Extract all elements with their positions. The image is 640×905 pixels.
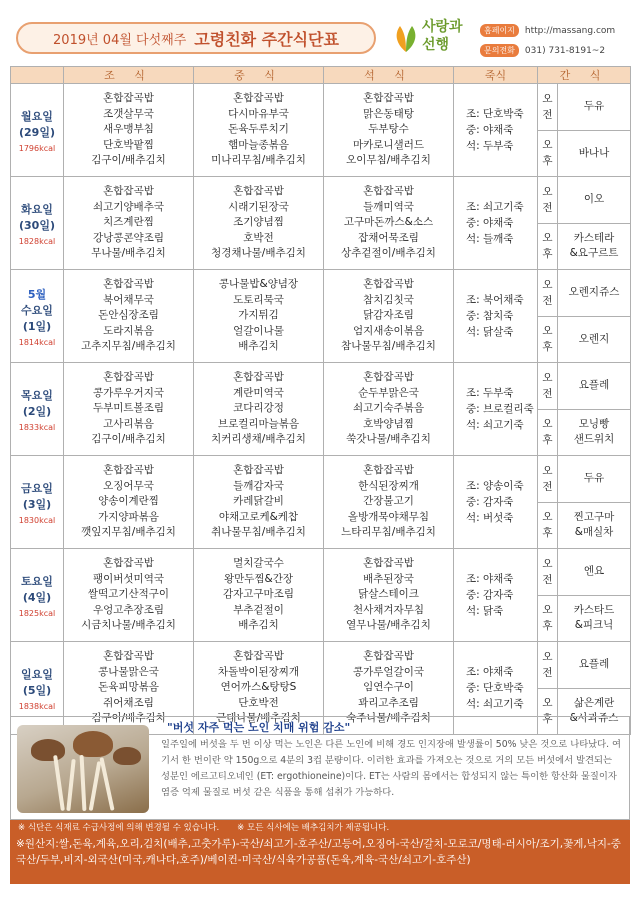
snack-am: 두유	[558, 456, 631, 503]
pm-text: 오후	[542, 232, 553, 261]
porridge-item: 석: 닭살죽	[466, 326, 514, 338]
day-date: (3일)	[22, 497, 52, 511]
snack-am: 엔요	[558, 549, 631, 596]
health-notice	[10, 716, 630, 820]
breakfast-item: 김구이/배추김치	[91, 433, 166, 446]
lunch-item: 차돌박이된장찌개	[217, 665, 300, 678]
footnote-kimchi: ※ 모든 식사에는 배추김치가 제공됩니다.	[237, 823, 390, 833]
breakfast-item: 시금치나물/배추김치	[81, 619, 176, 632]
am-label	[538, 270, 558, 317]
pm-text: 오후	[542, 604, 553, 633]
snack-am: 이오	[558, 177, 631, 224]
dinner-item: 참치김칫국	[363, 293, 414, 306]
lunch-item: 들깨감자국	[233, 479, 284, 492]
dinner-cell	[324, 270, 454, 363]
day-cell	[11, 270, 64, 363]
lunch-item: 브로컬리마늘볶음	[217, 417, 300, 430]
day-date: (29일)	[19, 125, 55, 139]
porridge-item: 석: 닭죽	[466, 605, 504, 617]
breakfast-cell	[64, 549, 194, 642]
dinner-item: 혼합잡곡밥	[363, 557, 414, 570]
breakfast-item: 김구이/배추김치	[91, 154, 166, 167]
lunch-item: 혼합잡곡밥	[233, 185, 284, 198]
porridge-item: 조: 북어채죽	[466, 294, 524, 306]
lunch-item: 호박전	[243, 231, 274, 244]
snack-am: 요플레	[558, 363, 631, 410]
notice-body: 일주일에 버섯을 두 번 이상 먹는 노인은 다른 노인에 비해 경도 인지장애 발생률이 50% 낮은 것으로 나타났다. 여기서 한 번이란 약 150g으로 4분의 3컵 분량이다. 이러한 효과를 가져오는 것으로 거의 모든 버섯에서 발견되는 성분인 에르고티오네인 (ET: ergothioneine)이다. ET는 사람의 몸에서는 합성되지 않는 특이한 항산화 물질이자 염증 억제 물질로 버섯 같은 식품을 통해 섭취가 가능하다.	[161, 739, 622, 798]
dinner-item: 혼합잡곡밥	[363, 278, 414, 291]
dinner-cell	[324, 456, 454, 549]
breakfast-item: 조갯살무국	[103, 107, 154, 120]
dinner-item: 순두부맑은국	[358, 386, 419, 399]
lunch-cell	[194, 363, 324, 456]
porridge-item: 중: 참치죽	[466, 310, 514, 322]
dinner-item: 쇠고기숙주볶음	[352, 402, 424, 415]
pm-text: 오후	[542, 325, 553, 354]
pm-text: 오후	[542, 511, 553, 540]
snack-pm: 삶은계란 &사과쥬스	[558, 688, 631, 735]
snack-pm: 카스타드 &피크닉	[558, 595, 631, 642]
pm-label	[538, 409, 558, 456]
breakfast-item: 단호박팥찜	[103, 138, 154, 151]
lunch-item: 치커리생채/배추김치	[211, 433, 306, 446]
day-row	[11, 177, 631, 224]
breakfast-item: 김구이/배추김치	[91, 712, 166, 725]
day-cell	[11, 177, 64, 270]
day-name: 일요일	[21, 667, 53, 681]
dinner-item: 상추겉절이/배추김치	[341, 247, 436, 260]
dinner-item: 닭감자조림	[363, 309, 414, 322]
day-kcal: 1833kcal	[18, 422, 56, 432]
dinner-item: 들깨미역국	[363, 200, 414, 213]
origin-info: ※원산지:쌀,돈육,계육,오리,김치(배추,고춧가루)-국산/쇠고기-호주산/고등어,오징어-국산/갈치-모로코/명태-러시아/조기,꽃게,낙지-중국산/두부,비지-외국산(미국,캐나다,호주)/베이컨-미국산/식육가공품(돈육,계육-국산/쇠고기-호주산)	[10, 834, 630, 884]
breakfast-item: 혼합잡곡밥	[103, 185, 154, 198]
breakfast-item: 도라지볶음	[103, 324, 154, 337]
day-kcal: 1825kcal	[18, 608, 56, 618]
dinner-item: 호박양념찜	[363, 417, 414, 430]
porridge-item: 중: 브로컬리죽	[466, 403, 534, 415]
am-label	[538, 177, 558, 224]
logo-text-line2: 선행	[422, 37, 450, 53]
header	[10, 8, 630, 64]
lunch-item: 가지튀김	[238, 309, 279, 322]
snack-am: 오렌지쥬스	[558, 270, 631, 317]
table-header-row	[11, 67, 631, 84]
breakfast-item: 혼합잡곡밥	[103, 92, 154, 105]
dinner-item: 혼합잡곡밥	[363, 185, 414, 198]
breakfast-item: 무나물/배추김치	[91, 247, 166, 260]
porridge-cell	[454, 456, 538, 549]
breakfast-item: 혼합잡곡밥	[103, 464, 154, 477]
porridge-item: 석: 쇠고기죽	[466, 419, 524, 431]
dinner-item: 혼합잡곡밥	[363, 650, 414, 663]
day-name: 금요일	[21, 481, 53, 495]
porridge-item: 조: 양송이죽	[466, 480, 524, 492]
breakfast-item: 콩나물맑은국	[98, 665, 159, 678]
day-cell	[11, 549, 64, 642]
porridge-item: 중: 단호박죽	[466, 682, 524, 694]
porridge-item: 조: 야채죽	[466, 573, 514, 585]
header-dinner: 석 식	[324, 67, 454, 84]
breakfast-item: 돈육피망볶음	[98, 681, 159, 694]
porridge-item: 중: 감자죽	[466, 496, 514, 508]
day-cell	[11, 84, 64, 177]
pm-label	[538, 130, 558, 177]
lunch-item: 얼갈이나물	[233, 324, 284, 337]
day-kcal: 1814kcal	[18, 337, 56, 347]
am-label	[538, 363, 558, 410]
dinner-cell	[324, 177, 454, 270]
breakfast-item: 오징어무국	[103, 479, 154, 492]
porridge-item: 조: 단호박죽	[466, 108, 524, 120]
porridge-item: 석: 버섯죽	[466, 512, 514, 524]
breakfast-item: 혼합잡곡밥	[103, 278, 154, 291]
day-kcal: 1830kcal	[18, 515, 56, 525]
snack-pm: 오렌지	[558, 316, 631, 363]
pm-text: 오후	[542, 697, 553, 726]
day-date: (1일)	[22, 319, 52, 333]
breakfast-cell	[64, 84, 194, 177]
breakfast-item: 콩가루우거지국	[92, 386, 164, 399]
breakfast-item: 새우맹부침	[103, 123, 154, 136]
lunch-item: 혼합잡곡밥	[233, 371, 284, 384]
homepage-tag: 홈페이지	[480, 24, 519, 37]
am-text: 오전	[542, 92, 553, 121]
header-porridge: 죽식	[454, 67, 538, 84]
day-date: (30일)	[19, 218, 55, 232]
porridge-cell	[454, 177, 538, 270]
logo	[388, 16, 474, 62]
dinner-cell	[324, 549, 454, 642]
logo-text-line1: 사랑과	[422, 19, 463, 35]
porridge-item: 중: 감자죽	[466, 589, 514, 601]
homepage-link[interactable]: http://massang.com	[524, 25, 616, 36]
day-row	[11, 84, 631, 131]
pm-label	[538, 595, 558, 642]
weekly-menu-table	[10, 66, 631, 735]
lunch-item: 혼합잡곡밥	[233, 92, 284, 105]
lunch-item: 연어까스&탕탕S	[220, 681, 297, 694]
am-label	[538, 84, 558, 131]
dinner-item: 간장불고기	[363, 495, 414, 508]
mushroom-photo	[17, 725, 149, 813]
day-kcal: 1838kcal	[18, 701, 56, 711]
day-name: 월요일	[21, 109, 53, 123]
pm-label	[538, 223, 558, 270]
lunch-cell	[194, 177, 324, 270]
day-cell	[11, 363, 64, 456]
lunch-item: 콩나물밥&양념장	[218, 278, 299, 291]
day-row	[11, 363, 631, 410]
lunch-item: 시래기된장국	[228, 200, 289, 213]
dinner-item: 오이무침/배추김치	[346, 154, 431, 167]
header-blank	[11, 67, 64, 84]
breakfast-item: 혼합잡곡밥	[103, 650, 154, 663]
phone-number: 031) 731-8191~2	[524, 45, 606, 56]
lunch-cell	[194, 456, 324, 549]
am-label	[538, 642, 558, 689]
dinner-item: 배추된장국	[363, 572, 414, 585]
lunch-item: 코다리강정	[233, 402, 284, 415]
week-date: 2019년 04월 다섯째주	[53, 32, 187, 48]
porridge-cell	[454, 270, 538, 363]
page-title: 고령친화 주간식단표	[194, 29, 339, 49]
day-row	[11, 456, 631, 503]
dinner-item: 잡채어묵조림	[358, 231, 419, 244]
breakfast-item: 두부미트볼조림	[92, 402, 164, 415]
dinner-item: 맑은동태탕	[363, 107, 414, 120]
day-name: 토요일	[21, 574, 53, 588]
day-date: (4일)	[22, 590, 52, 604]
lunch-item: 햄마늘종볶음	[228, 138, 289, 151]
dinner-item: 참나물무침/배추김치	[341, 340, 436, 353]
footnote-bar	[10, 820, 630, 834]
footnote-change: ※ 식단은 식재료 수급사정에 의해 변경될 수 있습니다.	[18, 823, 220, 833]
lunch-item: 미나리무침/배추김치	[211, 154, 306, 167]
day-cell	[11, 456, 64, 549]
snack-pm: 모닝빵 샌드위치	[558, 409, 631, 456]
dinner-item: 올방개묵야채무침	[347, 510, 430, 523]
am-text: 오전	[542, 464, 553, 493]
dinner-item: 고구마돈까스&소스	[343, 216, 434, 229]
dinner-item: 임연수구이	[363, 681, 414, 694]
header-snack: 간 식	[538, 67, 631, 84]
lunch-item: 감자고구마조림	[222, 588, 294, 601]
porridge-cell	[454, 549, 538, 642]
am-text: 오전	[542, 371, 553, 400]
day-row	[11, 642, 631, 689]
dinner-cell	[324, 84, 454, 177]
snack-pm: 바나나	[558, 130, 631, 177]
lunch-item: 혼합잡곡밥	[233, 650, 284, 663]
notice-title: "버섯 자주 먹는 노인 치매 위험 감소"	[167, 721, 351, 734]
breakfast-item: 강낭콩콘약조림	[92, 231, 164, 244]
breakfast-item: 북어채무국	[103, 293, 154, 306]
porridge-item: 조: 야채죽	[466, 666, 514, 678]
dinner-item: 꽈리고추조림	[358, 696, 419, 709]
dinner-item: 혼합잡곡밥	[363, 92, 414, 105]
lunch-item: 도토리묵국	[233, 293, 284, 306]
dinner-item: 숙주나물/배추김치	[346, 712, 431, 725]
pm-label	[538, 316, 558, 363]
lunch-item: 배추김치	[238, 619, 279, 632]
lunch-item: 조기양념찜	[233, 216, 284, 229]
dinner-item: 닭살스테이크	[358, 588, 419, 601]
lunch-item: 왕만두찜&간장	[223, 572, 294, 585]
day-date: (5일)	[22, 683, 52, 697]
day-name: 화요일	[21, 202, 53, 216]
day-kcal: 1828kcal	[18, 236, 56, 246]
breakfast-item: 우엉고추장조림	[92, 603, 164, 616]
breakfast-item: 팽이버섯미역국	[92, 572, 164, 585]
lunch-item: 단호박전	[238, 696, 279, 709]
breakfast-item: 치즈계란찜	[103, 216, 154, 229]
am-text: 오전	[542, 650, 553, 679]
lunch-cell	[194, 84, 324, 177]
contact-info	[480, 22, 630, 62]
breakfast-cell	[64, 363, 194, 456]
breakfast-item: 고추지무침/배추김치	[81, 340, 176, 353]
porridge-item: 석: 쇠고기죽	[466, 698, 524, 710]
month-label: 5월	[27, 287, 47, 301]
lunch-item: 혼합잡곡밥	[233, 464, 284, 477]
day-name: 목요일	[21, 388, 53, 402]
day-name: 수요일	[21, 303, 53, 317]
breakfast-item: 가지양파볶음	[98, 510, 159, 523]
pm-label	[538, 502, 558, 549]
am-text: 오전	[542, 278, 553, 307]
pm-text: 오후	[542, 418, 553, 447]
lunch-item: 청경채나물/배추김치	[211, 247, 306, 260]
pm-text: 오후	[542, 139, 553, 168]
breakfast-item: 혼합잡곡밥	[103, 557, 154, 570]
breakfast-item: 양송이계란찜	[98, 495, 159, 508]
snack-am: 요플레	[558, 642, 631, 689]
day-kcal: 1796kcal	[18, 143, 56, 153]
snack-pm: 카스테라 &요구르트	[558, 223, 631, 270]
porridge-item: 석: 들깨죽	[466, 233, 514, 245]
leaf-icon	[392, 22, 420, 54]
breakfast-item: 고사리볶음	[103, 417, 154, 430]
header-lunch: 중 식	[194, 67, 324, 84]
lunch-cell	[194, 549, 324, 642]
porridge-item: 석: 두부죽	[466, 140, 514, 152]
dinner-item: 혼합잡곡밥	[363, 464, 414, 477]
dinner-item: 한식된장찌개	[358, 479, 419, 492]
lunch-item: 부추겉절이	[233, 603, 284, 616]
am-label	[538, 549, 558, 596]
lunch-item: 다시마유부국	[228, 107, 289, 120]
am-text: 오전	[542, 557, 553, 586]
day-date: (2일)	[22, 404, 52, 418]
dinner-item: 콩가루얼갈이국	[352, 665, 424, 678]
breakfast-item: 돈안심장조림	[98, 309, 159, 322]
breakfast-item: 깻잎지무침/배추김치	[81, 526, 176, 539]
breakfast-item: 쇠고기양배추국	[92, 200, 164, 213]
lunch-item: 계란미역국	[233, 386, 284, 399]
dinner-item: 마카로니샐러드	[352, 138, 424, 151]
porridge-cell	[454, 363, 538, 456]
lunch-item: 카레닭갈비	[233, 495, 284, 508]
breakfast-cell	[64, 456, 194, 549]
lunch-item: 멸치갈국수	[233, 557, 284, 570]
phone-tag: 문의전화	[480, 44, 519, 57]
lunch-item: 취나물무침/배추김치	[211, 526, 306, 539]
header-breakfast: 조 식	[64, 67, 194, 84]
dinner-cell	[324, 363, 454, 456]
snack-pm: 찐고구마 &매실차	[558, 502, 631, 549]
porridge-item: 조: 쇠고기죽	[466, 201, 524, 213]
day-row	[11, 270, 631, 317]
lunch-item: 야채고로케&케찹	[218, 510, 299, 523]
breakfast-item: 쥐어채조림	[103, 696, 154, 709]
breakfast-cell	[64, 270, 194, 363]
am-text: 오전	[542, 185, 553, 214]
breakfast-item: 혼합잡곡밥	[103, 371, 154, 384]
dinner-item: 두부탕수	[368, 123, 409, 136]
lunch-item: 돈육두루치기	[228, 123, 289, 136]
dinner-item: 천사채겨자무침	[352, 603, 424, 616]
breakfast-item: 쌀떡고기산적구이	[87, 588, 170, 601]
dinner-item: 느타리무침/배추김치	[341, 526, 436, 539]
dinner-item: 엄지새송이볶음	[352, 324, 424, 337]
breakfast-cell	[64, 177, 194, 270]
dinner-item: 쑥갓나물/배추김치	[346, 433, 431, 446]
dinner-item: 혼합잡곡밥	[363, 371, 414, 384]
porridge-item: 중: 야채죽	[466, 217, 514, 229]
porridge-item: 조: 두부죽	[466, 387, 514, 399]
day-row	[11, 549, 631, 596]
snack-am: 두유	[558, 84, 631, 131]
lunch-item: 근대나물/배추김치	[216, 712, 301, 725]
lunch-item: 배추김치	[238, 340, 279, 353]
am-label	[538, 456, 558, 503]
dinner-item: 열무나물/배추김치	[346, 619, 431, 632]
title-banner	[16, 22, 376, 54]
lunch-cell	[194, 270, 324, 363]
porridge-cell	[454, 84, 538, 177]
porridge-item: 중: 야채죽	[466, 124, 514, 136]
